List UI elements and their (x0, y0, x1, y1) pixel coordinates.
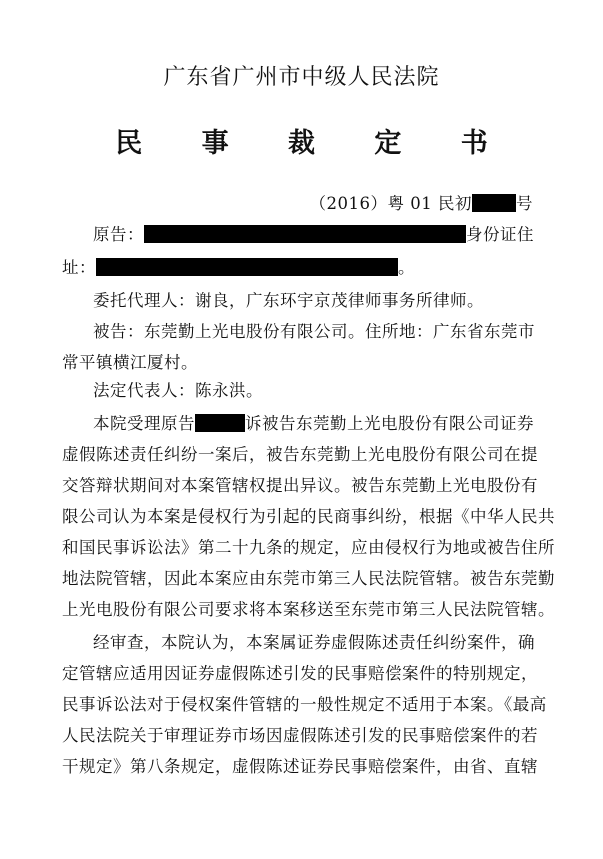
para2-line-3: 民事诉讼法对于侵权案件管辖的一般性规定不适用于本案。《最高 (62, 695, 547, 714)
plaintiff-line (93, 225, 534, 245)
para2-line-1: 经审查，本院认为，本案属证券虚假陈述责任纠纷案件，确 (93, 633, 535, 652)
redaction-bar (96, 258, 398, 276)
redaction-bar (472, 194, 516, 212)
defendant-line-1: 被告：东莞勤上光电股份有限公司。住所地：广东省东莞市 (93, 322, 535, 341)
para1-line-5: 和国民事诉讼法》第二十九条的规定，应由侵权行为地或被告住所 (62, 538, 555, 557)
para1-text-b: 诉被告东莞勤上光电股份有限公司证券 (245, 414, 534, 433)
para1-line-1 (93, 414, 534, 434)
plaintiff-id-text: 身份证住 (466, 225, 534, 244)
defendant-line-2: 常平镇横江厦村。 (62, 353, 198, 372)
para1-line-6: 地法院管辖，因此本案应由东莞市第三人民法院管辖。被告东莞勤 (62, 569, 555, 588)
para1-line-2: 虚假陈述责任纠纷一案后，被告东莞勤上光电股份有限公司在提 (62, 445, 538, 464)
plaintiff-address-end: 。 (398, 258, 415, 277)
case-number-prefix: （2016）粤 01 民初 (309, 194, 472, 213)
para2-line-2: 定管辖应适用因证券虚假陈述引发的民事赔偿案件的特别规定， (62, 664, 538, 683)
para1-line-3: 交答辩状期间对本案管辖权提出异议。被告东莞勤上光电股份有 (62, 476, 538, 495)
para2-line-5: 干规定》第八条规定，虚假陈述证券民事赔偿案件，由省、直辖 (62, 757, 538, 776)
para2-line-4: 人民法院关于审理证券市场因虚假陈述引发的民事赔偿案件的若 (62, 726, 538, 745)
plaintiff-label: 原告： (93, 225, 144, 244)
case-number (310, 190, 533, 214)
legal-rep-line: 法定代表人：陈永洪。 (93, 381, 263, 400)
court-name: 广东省广州市中级人民法院 (163, 65, 440, 90)
para1-text-a: 本院受理原告 (93, 414, 195, 433)
redaction-bar (195, 414, 245, 432)
case-number-suffix: 号 (516, 194, 533, 213)
document-title: 民 事 裁 定 书 (115, 128, 513, 159)
plaintiff-address-label: 址： (62, 258, 96, 277)
plaintiff-address-line (62, 258, 415, 278)
para1-line-7: 上光电股份有限公司要求将本案移送至东莞市第三人民法院管辖。 (62, 600, 555, 619)
para1-line-4: 限公司认为本案是侵权行为引起的民商事纠纷，根据《中华人民共 (62, 507, 555, 526)
redaction-bar (144, 225, 466, 243)
agent-line: 委托代理人：谢良，广东环宇京茂律师事务所律师。 (93, 291, 484, 310)
